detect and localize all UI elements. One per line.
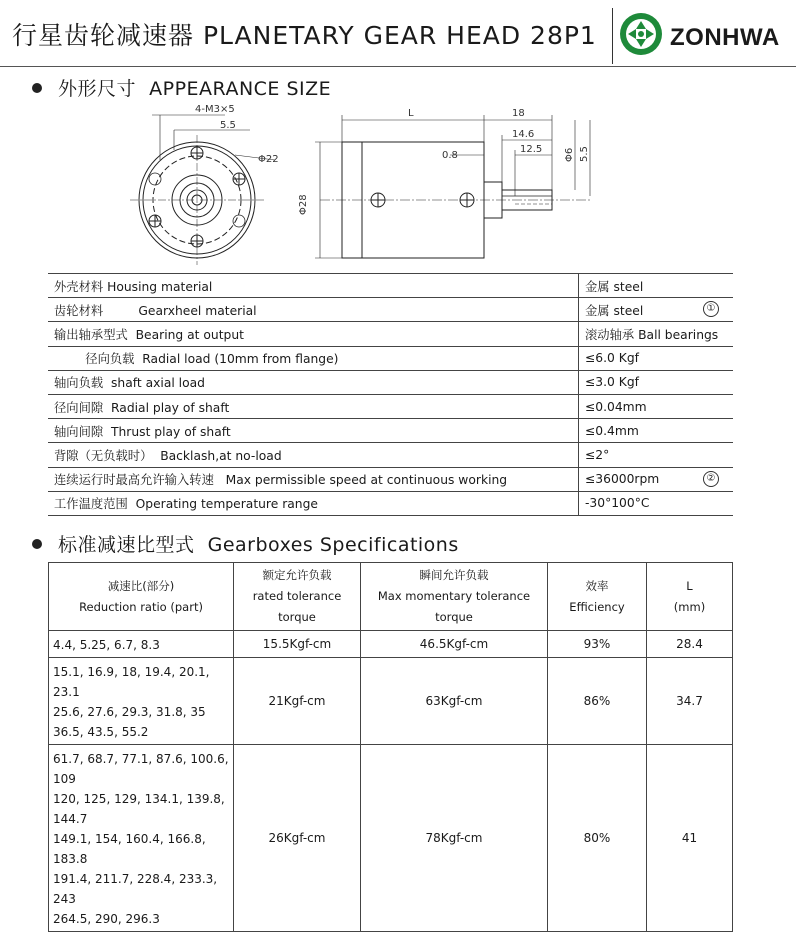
title-en: PLANETARY GEAR HEAD 28P1 <box>202 21 597 50</box>
table-row <box>48 274 733 298</box>
table-row <box>48 298 733 322</box>
dim-18-label: 18 <box>512 108 525 119</box>
length-cell: 41 <box>647 745 733 932</box>
table-row <box>48 443 733 467</box>
table-row <box>49 745 733 932</box>
table-row <box>49 658 733 745</box>
col-header-efficiency: 效率 Efficiency <box>548 563 647 631</box>
note-marker: ② <box>703 471 719 487</box>
max-cell: 46.5Kgf-cm <box>361 631 548 658</box>
table-row <box>48 491 733 515</box>
rated-cell: 21Kgf-cm <box>234 658 361 745</box>
ratio-cell: 15.1, 16.9, 18, 19.4, 20.1, 23.1 25.6, 27.6, 29.3, 31.8, 35 36.5, 43.5, 55.2 <box>49 658 234 745</box>
header-divider <box>612 8 613 64</box>
row-value: ≤3.0 Kgf <box>579 370 734 394</box>
col-header-rated: 额定允许负载 rated tolerance torque <box>234 563 361 631</box>
table-row <box>48 346 733 370</box>
rated-cell: 26Kgf-cm <box>234 745 361 932</box>
row-value: 金属 steel <box>579 274 734 298</box>
col-header-ratio: 减速比(部分) Reduction ratio (part) <box>49 563 234 631</box>
max-cell: 63Kgf-cm <box>361 658 548 745</box>
ratio-cell: 4.4, 5.25, 6.7, 8.3 <box>49 631 234 658</box>
brand-name: ZONHWA <box>670 24 780 51</box>
row-label: 工作温度范围 Operating temperature range <box>48 491 579 515</box>
row-label: 轴向负载 shaft axial load <box>48 370 579 394</box>
max-cell: 78Kgf-cm <box>361 745 548 932</box>
shaft-dia-label: Φ6 <box>564 147 575 162</box>
table-header-row <box>49 563 733 631</box>
row-label: 轴向间隙 Thrust play of shaft <box>48 419 579 443</box>
length-L-label: L <box>408 108 414 119</box>
row-label: 径向间隙 Radial play of shaft <box>48 394 579 418</box>
row-value: 滚动轴承 Ball bearings <box>579 322 734 346</box>
gearbox-spec-table <box>48 562 733 932</box>
row-value: ≤0.4mm <box>579 419 734 443</box>
title-cn: 行星齿轮减速器 <box>12 21 195 50</box>
holes-label: 4-M3×5 <box>195 104 235 115</box>
body-dia-label: Φ28 <box>298 194 309 215</box>
pcd-label: Φ22 <box>258 154 279 165</box>
zonhwa-logo-icon <box>619 12 663 56</box>
row-value: -30°100°C <box>579 491 734 515</box>
table-row <box>48 370 733 394</box>
row-label: 输出轴承型式 Bearing at output <box>48 322 579 346</box>
table-row <box>48 394 733 418</box>
row-value: ≤36000rpm ② <box>579 467 734 491</box>
appearance-size-heading: 外形尺寸 APPEARANCE SIZE <box>32 74 331 101</box>
table-row <box>48 467 733 491</box>
eff-cell: 93% <box>548 631 647 658</box>
material-table <box>48 273 733 516</box>
row-value: 金属 steel ① <box>579 298 734 322</box>
gearbox-spec-heading: 标准减速比型式 Gearboxes Specifications <box>32 530 459 557</box>
page-title <box>12 16 597 52</box>
col-header-length: L (mm) <box>647 563 733 631</box>
bullet-icon <box>32 83 42 93</box>
header-rule <box>0 66 796 67</box>
row-label: 外壳材料 Housing material <box>48 274 579 298</box>
bullet-icon <box>32 539 42 549</box>
length-cell: 28.4 <box>647 631 733 658</box>
ratio-cell: 61.7, 68.7, 77.1, 87.6, 100.6, 109 120, 125, 129, 134.1, 139.8, 144.7 149.1, 154, 160.4, 166.8, 183.8 191.4, 211.7, 228.4, 233.3, 243 264.5, 290, 296.3 <box>49 745 234 932</box>
eff-cell: 80% <box>548 745 647 932</box>
table-row <box>48 419 733 443</box>
dimension-drawing <box>120 100 620 265</box>
col-header-max: 瞬间允许负载 Max momentary tolerance torque <box>361 563 548 631</box>
flat-label: 5.5 <box>579 146 590 162</box>
table-row <box>49 631 733 658</box>
rated-cell: 15.5Kgf-cm <box>234 631 361 658</box>
dim-0-8-label: 0.8 <box>442 150 458 161</box>
row-value: ≤6.0 Kgf <box>579 346 734 370</box>
row-label: 连续运行时最高允许输入转速 Max permissible speed at continuous working <box>48 467 579 491</box>
page-header <box>0 0 796 68</box>
row-label: 齿轮材料 Gearxheel material <box>48 298 579 322</box>
note-marker: ① <box>703 301 719 317</box>
row-value: ≤2° <box>579 443 734 467</box>
row-label: 径向负载 Radial load (10mm from flange) <box>48 346 579 370</box>
row-value: ≤0.04mm <box>579 394 734 418</box>
dim-12-5-label: 12.5 <box>520 144 543 155</box>
eff-cell: 86% <box>548 658 647 745</box>
row-label: 背隙（无负载时） Backlash,at no-load <box>48 443 579 467</box>
depth-label: 5.5 <box>220 120 236 131</box>
dim-14-6-label: 14.6 <box>512 129 535 140</box>
table-row <box>48 322 733 346</box>
length-cell: 34.7 <box>647 658 733 745</box>
